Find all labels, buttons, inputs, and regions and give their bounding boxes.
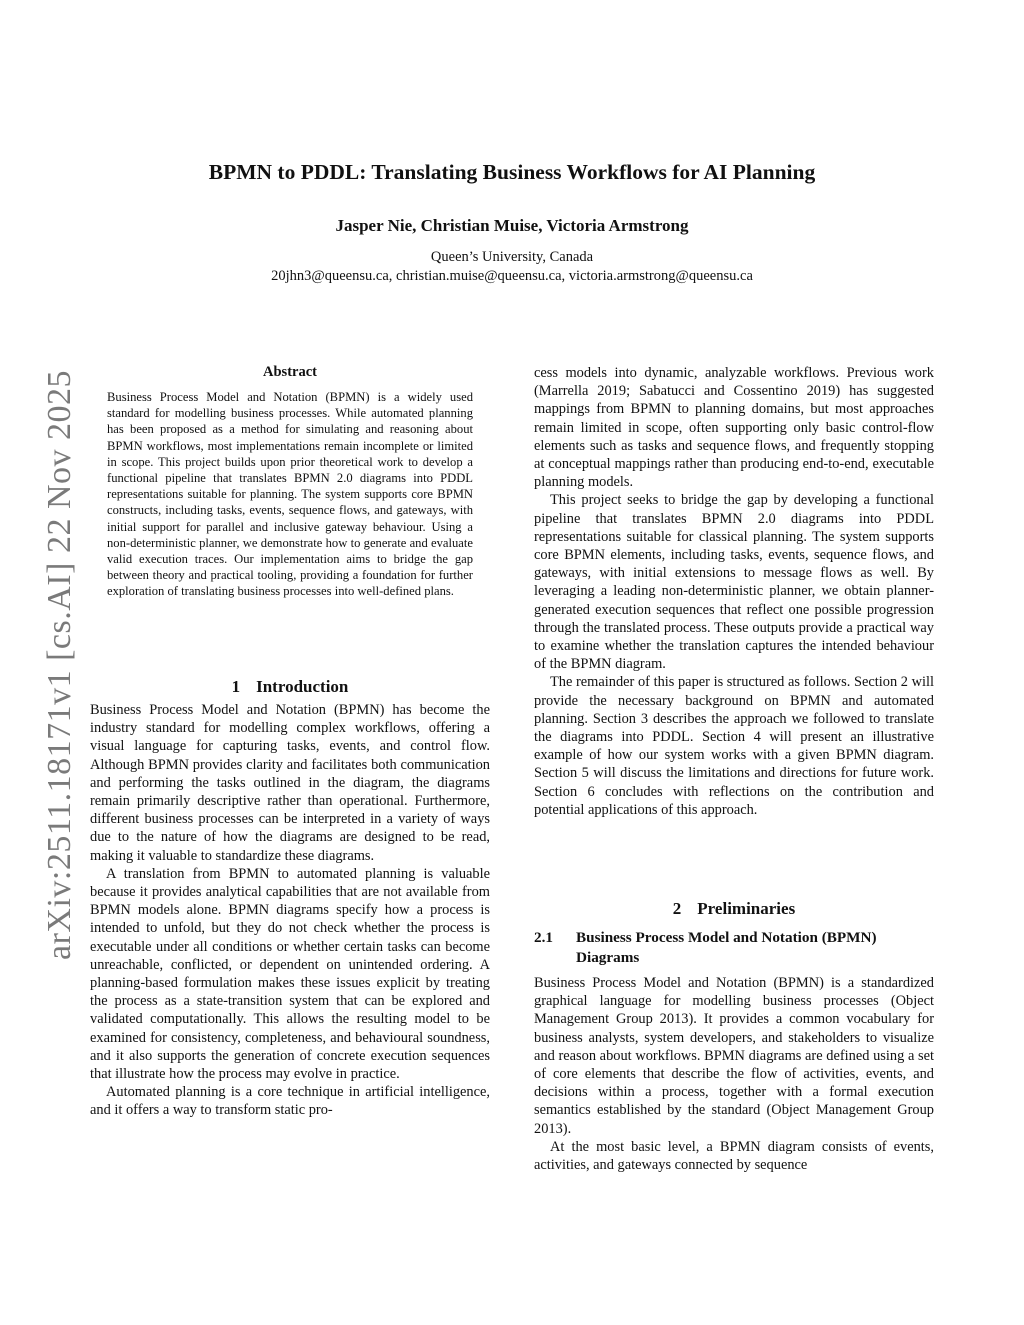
abstract-heading: Abstract — [263, 364, 317, 380]
introduction-body — [90, 701, 490, 1120]
paragraph: At the most basic level, a BPMN diagram consists of events, activities, and gateways connected by sequence — [534, 1138, 934, 1174]
paper-title: BPMN to PDDL: Translating Business Workflows for AI Planning — [208, 160, 816, 184]
affiliation: Queen’s University, Canada — [430, 249, 594, 265]
arxiv-stamp: arXiv:2511.18171v1 [cs.AI] 22 Nov 2025 — [41, 370, 78, 960]
paragraph: Business Process Model and Notation (BPMN) has become the industry standard for modelling complex workflows, offering a visual language for capturing tasks, events, and control flow. Although BPMN provides clarity and facilitates both communication and performing the tasks outlined in the diagram, the diagrams remain primarily descriptive rather than operational. Furthermore, different business processes can be interpreted in a variety of ways due to the nature of how the diagrams are designed to be read, making it valuable to standardize these diagrams. — [90, 702, 490, 864]
section-title: Preliminaries — [697, 899, 796, 918]
paragraph: Automated planning is a core technique in artificial intelligence, and it offers a way to transform static pro- — [90, 1084, 490, 1119]
paragraph: cess models into dynamic, analyzable workflows. Previous work (Marrella 2019; Sabatucci and Cossentino 2019) has suggested mappings from BPMN to planning domains, but most approaches remain limited in scope, often supporting only basic control-flow elements such as tasks and sequence flows, and frequently stopping at conceptual mappings rather than producing end-to-end, executable planning models. — [534, 365, 934, 491]
subsection-heading — [534, 928, 934, 967]
preliminaries-body — [534, 974, 934, 1174]
section-heading-preliminaries — [534, 899, 934, 919]
paragraph: The remainder of this paper is structured as follows. Section 2 will provide the necessary background on BPMN and automated planning. Section 3 describes the approach we followed to translate the diagrams into PDDL. Section 4 will present an illustrative example of how our system works with a given BPMN diagram. Section 5 will discuss the limitations and directions for future work. Section 6 concludes with reflections on the contribution and potential applications of this approach. — [534, 674, 934, 818]
abstract-body — [107, 389, 473, 600]
introduction-continued — [534, 364, 934, 819]
subsection-title: Business Process Model and Notation (BPMN) Diagrams — [576, 929, 877, 966]
section-number: 1 — [231, 677, 241, 696]
author-list: Jasper Nie, Christian Muise, Victoria Armstrong — [335, 216, 689, 235]
paragraph: A translation from BPMN to automated planning is valuable because it provides analytical capabilities that are not available from BPMN models alone. BPMN diagrams specify how a process is intended to unfold, but they do not check whether the process is executable under all conditions or whether certain tasks can become unreachable, conflicted, or dependent on unintended ordering. A planning-based formulation makes these issues explicit by treating the process as a state-transition system that can be explored and validated computationally. This allows the resulting model to be examined for consistency, completeness, and behavioural soundness, and it also supports the generation of concrete execution sequences that illustrate how the process may evolve in practice. — [90, 865, 490, 1083]
subsection-number: 2.1 — [534, 929, 553, 946]
paragraph: Business Process Model and Notation (BPMN) is a standardized graphical language for modelling business processes (Object Management Group 2013). It provides a common vocabulary for business analysts, system developers, and stakeholders to visualize and reason about workflows. BPMN diagrams are defined using a set of core elements that describe the flow of activities, events, and decisions within a process, together with a formal execution semantics established by the standard (Object Management Group 2013). — [534, 975, 934, 1137]
section-title: Introduction — [256, 677, 349, 696]
section-number: 2 — [672, 899, 682, 918]
paragraph: This project seeks to bridge the gap by developing a functional pipeline that translates BPMN 2.0 diagrams into PDDL representations suitable for classical planning. The system supports core BPMN elements, including tasks, events, sequence flows, and gateways, with initial extensions to message flows as well. By leveraging a leading non-deterministic planner, we obtain planner-generated execution sequences that reflect one possible progression through the translated process. These outputs provide a practical way to examine whether the translation captures the intended behaviour of the BPMN diagram. — [534, 492, 934, 673]
author-emails: 20jhn3@queensu.ca, christian.muise@queensu.ca, victoria.armstrong@queensu.ca — [271, 268, 753, 284]
section-heading-introduction — [90, 677, 490, 697]
abstract-text: Business Process Model and Notation (BPMN) is a widely used standard for modelling business processes. While automated planning has been proposed as a method for simulating and reasoning about BPMN workflows, most implementations remain incomplete or limited in scope. This project builds upon prior theoretical work to develop a functional pipeline that translates BPMN 2.0 diagrams into PDDL representations suitable for planning. The system supports core BPMN constructs, including tasks, events, sequence flows, and gateways, with initial support for parallel and inclusive gateway behaviour. Using a non-deterministic planner, we demonstrate how to generate and evaluate valid execution traces. Our implementation aims to bridge the gap between theory and practical tooling, providing a foundation for further exploration of translating business processes into well-defined plans. — [107, 390, 473, 599]
